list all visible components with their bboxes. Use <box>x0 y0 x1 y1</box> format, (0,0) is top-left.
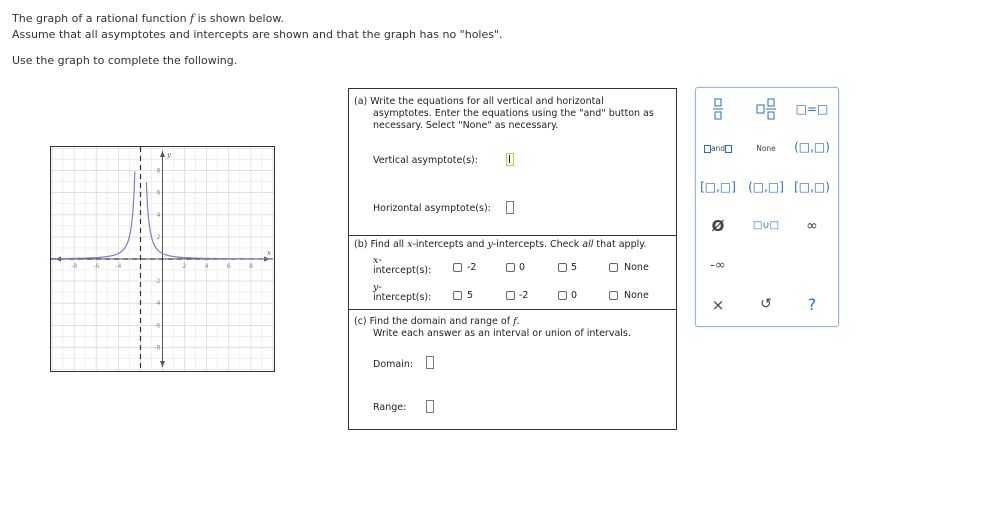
vertical-asymptote-label: Vertical asymptote(s): <box>373 155 478 166</box>
part-a-line-3: necessary. Select "None" as necessary. <box>373 120 559 131</box>
half-open-left-interval-key[interactable]: (□,□] <box>748 180 784 194</box>
rational-function-graph <box>50 146 275 372</box>
domain-input[interactable] <box>426 356 434 369</box>
x-option-label-none: None <box>624 262 649 273</box>
mixed-number-icon <box>756 98 776 120</box>
x-option-checkbox-2[interactable] <box>506 263 515 272</box>
x-option-checkbox-none[interactable] <box>609 263 618 272</box>
horizontal-asymptote-label: Horizontal asymptote(s): <box>373 203 491 214</box>
part-c-line-1: (c) Find the domain and range of f. <box>354 316 520 327</box>
function-curve-left-branch <box>52 172 135 259</box>
y-axis-arrow-up <box>160 151 165 157</box>
y-axis-arrow-down <box>160 361 165 367</box>
range-label: Range: <box>373 402 407 413</box>
horizontal-asymptote-input[interactable] <box>506 201 514 214</box>
x-option-label-3: 5 <box>571 262 578 273</box>
domain-label: Domain: <box>373 359 414 370</box>
y-tick-label: -2 <box>154 278 161 286</box>
graph-svg <box>51 147 274 371</box>
clear-key[interactable]: × <box>711 296 725 314</box>
part-b-section <box>349 235 676 310</box>
intro-line-2: Assume that all asymptotes and intercepts are shown and that the graph has no "holes". <box>12 28 503 41</box>
y-option-label-1: 5 <box>467 290 474 301</box>
intro-line-3: Use the graph to complete the following. <box>12 54 238 67</box>
y-option-checkbox-1[interactable] <box>453 291 462 300</box>
y-tick-label: -8 <box>154 344 161 352</box>
y-tick-label: -6 <box>154 322 161 330</box>
union-key[interactable]: □∪□ <box>752 220 780 231</box>
math-keypad <box>695 87 839 327</box>
fraction-icon <box>713 98 723 120</box>
none-key[interactable]: None <box>756 144 776 153</box>
x-tick-label: -4 <box>115 263 122 270</box>
y-tick-label: 4 <box>156 211 161 219</box>
x-tick-label: -8 <box>71 263 78 270</box>
x-intercept-label: x- intercept(s): <box>373 255 432 276</box>
half-open-right-interval-key[interactable]: [□,□) <box>794 180 830 194</box>
undo-key[interactable]: ↺ <box>760 296 772 312</box>
and-key-box-left <box>704 145 711 153</box>
part-c-section <box>349 310 676 429</box>
y-tick-label: -4 <box>154 300 161 308</box>
x-axis-label: x <box>267 249 271 257</box>
intro-line-1: The graph of a rational function f is shown below. <box>12 12 284 25</box>
part-c-line-2: Write each answer as an interval or union of intervals. <box>373 328 631 339</box>
y-option-label-none: None <box>624 290 649 301</box>
x-option-checkbox-1[interactable] <box>453 263 462 272</box>
y-tick-label: 6 <box>156 189 161 197</box>
y-option-checkbox-2[interactable] <box>506 291 515 300</box>
infinity-key[interactable]: ∞ <box>806 218 818 234</box>
y-axis-label: y <box>167 151 171 159</box>
function-curve-right-branch <box>146 182 273 259</box>
help-key[interactable]: ? <box>807 295 817 314</box>
negative-infinity-key[interactable]: -∞ <box>710 258 726 273</box>
x-tick-label: 8 <box>248 263 253 270</box>
and-key[interactable]: and <box>698 144 738 153</box>
part-b-instruction: (b) Find all x-intercepts and y-intercepts. Check all that apply. <box>354 239 647 250</box>
x-option-label-1: -2 <box>467 262 477 273</box>
part-a-line-2: asymptotes. Enter the equations using the "and" button as <box>373 108 654 119</box>
mixed-number-key[interactable] <box>746 98 786 123</box>
x-option-checkbox-3[interactable] <box>558 263 567 272</box>
x-tick-label: -6 <box>93 263 100 270</box>
x-option-label-2: 0 <box>519 262 526 273</box>
vertical-asymptote-input[interactable] <box>506 153 514 166</box>
y-intercept-label: y- intercept(s): <box>373 282 432 303</box>
x-tick-label: 6 <box>226 263 231 270</box>
problem-panel <box>348 88 677 430</box>
y-tick-label: 8 <box>156 167 161 175</box>
empty-set-key[interactable]: Ø <box>711 217 725 235</box>
equals-key[interactable]: □=□ <box>795 102 829 116</box>
open-interval-key[interactable]: (□,□) <box>794 140 830 154</box>
y-option-label-3: 0 <box>571 290 578 301</box>
x-tick-label: 2 <box>182 263 187 270</box>
range-input[interactable] <box>426 400 434 413</box>
fraction-key[interactable] <box>698 98 738 123</box>
y-option-label-2: -2 <box>519 290 529 301</box>
x-tick-label: 4 <box>204 263 209 270</box>
closed-interval-key[interactable]: [□,□] <box>700 180 736 194</box>
and-key-box-right <box>725 145 732 153</box>
y-option-checkbox-none[interactable] <box>609 291 618 300</box>
y-tick-label: 2 <box>156 233 161 241</box>
y-option-checkbox-3[interactable] <box>558 291 567 300</box>
part-a-line-1: (a) Write the equations for all vertical and horizontal <box>354 96 604 107</box>
part-a-section <box>349 89 676 236</box>
